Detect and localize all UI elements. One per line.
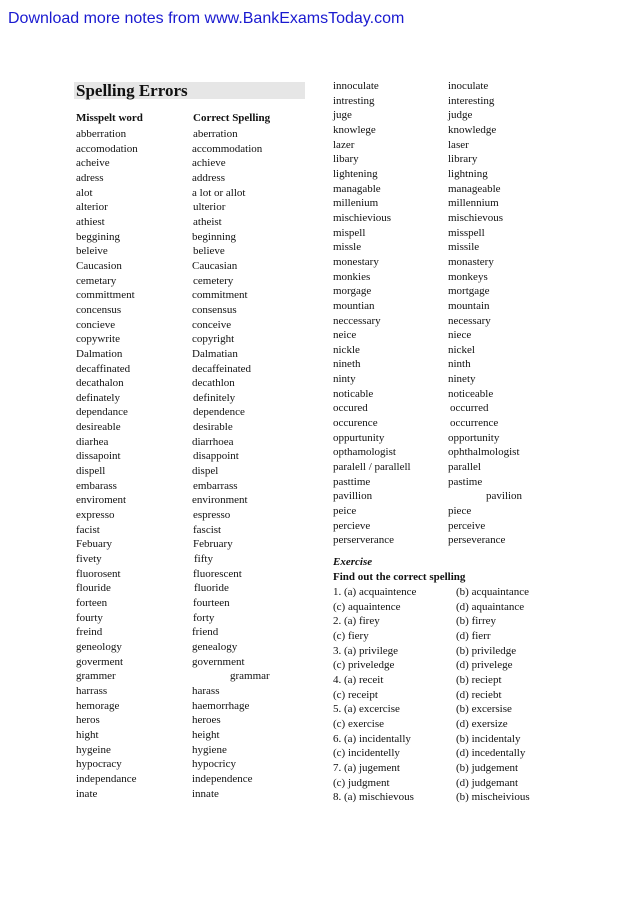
misspelt-word: diarhea	[76, 435, 109, 448]
misspelt-word: independance	[76, 772, 137, 785]
misspelt-word: embarass	[76, 479, 117, 492]
correct-spelling: atheist	[193, 215, 222, 228]
misspelt-word: concieve	[76, 318, 116, 331]
misspelt-word: innoculate	[333, 80, 379, 92]
misspelt-word: knowlege	[333, 123, 376, 136]
correct-spelling: aberration	[193, 128, 238, 140]
correct-spelling: believe	[193, 245, 225, 258]
misspelt-word: harrass	[76, 684, 108, 697]
correct-spelling: beginning	[192, 230, 236, 243]
misspelt-word: forteen	[76, 597, 108, 609]
misspelt-word: oppurtunity	[333, 431, 385, 444]
correct-spelling: dispel	[192, 465, 219, 478]
misspelt-word: intresting	[333, 94, 375, 107]
correct-spelling: missile	[448, 241, 480, 254]
misspelt-word: goverment	[76, 655, 124, 668]
exercise-option: 6. (a) incidentally	[333, 732, 411, 745]
misspelt-word: ninty	[333, 373, 356, 386]
correct-spelling: fascist	[193, 523, 222, 536]
misspelt-word: Febuary	[76, 538, 113, 551]
correct-spelling: decathlon	[192, 377, 235, 390]
correct-spelling: government	[192, 655, 245, 668]
correct-spelling: Caucasian	[192, 259, 238, 272]
correct-spelling: innate	[192, 787, 219, 800]
misspelt-word: decathalon	[76, 377, 124, 390]
exercise-option: (b) excersise	[456, 703, 512, 716]
misspelt-word: abberration	[76, 128, 127, 140]
correct-spelling: occurrence	[450, 417, 499, 430]
correct-spelling: decaffeinated	[192, 362, 252, 375]
misspelt-word: definately	[76, 391, 120, 404]
correct-spelling: ulterior	[193, 201, 226, 214]
exercise-option: 2. (a) firey	[333, 615, 380, 628]
misspelt-word: cemetary	[76, 274, 117, 287]
exercise-option: 4. (a) receit	[333, 673, 384, 686]
misspelt-word: Dalmation	[76, 347, 123, 360]
correct-spelling: embarrass	[193, 479, 238, 492]
exercise-option: (b) acquaintance	[456, 586, 529, 598]
correct-spelling: lightning	[448, 167, 488, 180]
correct-spelling: height	[192, 728, 220, 741]
correct-spelling: ninety	[448, 373, 476, 386]
correct-spelling: hygiene	[192, 743, 227, 756]
misspelt-word: freind	[76, 626, 103, 639]
correct-spelling: environment	[192, 494, 248, 507]
misspelt-word: fluorosent	[76, 567, 121, 580]
correct-spelling: mischievous	[448, 211, 503, 224]
misspelt-word: opthamologist	[333, 446, 396, 459]
misspelt-word: managable	[333, 182, 381, 195]
correct-spelling: monkeys	[448, 270, 488, 283]
correct-spelling: cemetery	[193, 274, 234, 287]
misspelt-word: fourty	[76, 611, 103, 624]
misspelt-word: lazer	[333, 138, 355, 151]
correct-spelling: desirable	[193, 421, 233, 434]
misspelt-word: geneology	[76, 640, 122, 653]
misspelt-word: mischievious	[333, 211, 392, 224]
misspelt-word: juge	[333, 109, 352, 122]
exercise-option: (c) receipt	[333, 688, 378, 701]
exercise-option: (b) mischeivious	[456, 791, 530, 804]
misspelt-word: athiest	[76, 215, 105, 228]
correct-spelling: address	[192, 171, 225, 184]
misspelt-word: dispell	[76, 465, 106, 478]
misspelt-word: libary	[333, 153, 359, 166]
misspelt-word: beleive	[76, 245, 108, 258]
exercise-option: (d) fierr	[456, 629, 491, 642]
misspelt-word: enviroment	[76, 494, 127, 507]
exercise-option: (b) priviledge	[456, 644, 517, 657]
correct-spelling: ophthalmologist	[448, 446, 520, 459]
misspelt-word: nineth	[333, 358, 361, 371]
exercise-option: (c) exercise	[333, 717, 384, 730]
exercise-title: Exercise	[333, 556, 373, 568]
misspelt-word: lightening	[333, 167, 378, 180]
correct-spelling: heroes	[192, 714, 221, 727]
misspelt-word: paralell / parallell	[333, 461, 411, 474]
correct-spelling: genealogy	[192, 640, 238, 653]
misspelt-word: copywrite	[76, 333, 120, 346]
correct-spelling: pavilion	[486, 490, 523, 503]
correct-spelling: library	[448, 153, 478, 166]
correct-spelling: haemorrhage	[192, 699, 250, 712]
misspelt-word: perserverance	[333, 534, 395, 547]
correct-spelling: consensus	[192, 303, 237, 316]
right-misspelt-list	[333, 79, 411, 548]
exercise-option: (d) exersize	[456, 717, 508, 730]
correct-spelling: piece	[448, 505, 472, 518]
misspelt-word: monkies	[333, 270, 371, 283]
misspelt-word: Caucasion	[76, 259, 122, 272]
exercise-option: (c) priveledge	[333, 659, 395, 672]
correct-spelling: mortgage	[448, 285, 490, 298]
exercise-option: (b) reciept	[456, 673, 502, 686]
page-title: Spelling Errors	[76, 81, 188, 100]
misspelt-word: missle	[333, 241, 362, 254]
correct-spelling: niece	[448, 329, 472, 342]
exercise-option: (d) aquaintance	[456, 600, 525, 613]
correct-spelling: conceive	[192, 318, 232, 331]
exercise-option: (d) judgemant	[456, 776, 519, 789]
exercise-options-left	[333, 585, 416, 805]
correct-spelling: definitely	[193, 391, 236, 404]
correct-spelling: hypocricy	[192, 758, 236, 771]
misspelt-word: hight	[76, 728, 99, 741]
misspelt-word: acheive	[76, 157, 110, 170]
misspelt-word: hygeine	[76, 743, 111, 756]
correct-spelling: copyright	[192, 333, 235, 346]
misspelt-word: concensus	[76, 303, 122, 316]
exercise-option: (c) aquaintence	[333, 600, 401, 613]
misspelt-word: accomodation	[76, 142, 138, 155]
misspelt-word: alterior	[76, 201, 108, 214]
misspelt-header: Misspelt word	[76, 112, 143, 124]
misspelt-word: grammer	[76, 670, 116, 683]
misspelt-word: occured	[333, 402, 368, 415]
correct-spelling: fifty	[194, 553, 213, 566]
misspelt-word: dissapoint	[76, 450, 121, 463]
misspelt-word: neice	[333, 329, 357, 342]
misspelt-word: fivety	[76, 553, 102, 566]
correct-spelling: a lot or allot	[192, 186, 246, 199]
correct-spelling: judge	[448, 109, 473, 122]
misspelt-word: monestary	[333, 255, 379, 268]
misspelt-word: beggining	[76, 230, 120, 243]
correct-spelling: February	[193, 538, 233, 551]
misspelt-word: inate	[76, 787, 98, 800]
exercise-options-right	[456, 585, 530, 805]
misspelt-word: hemorage	[76, 699, 120, 712]
misspelt-word: peice	[333, 505, 357, 518]
exercise-option: (c) fiery	[333, 629, 369, 642]
misspelt-word: hypocracy	[76, 758, 122, 771]
misspelt-word: millenium	[333, 197, 379, 210]
correct-spelling: accommodation	[192, 142, 263, 155]
exercise-option: 8. (a) mischievous	[333, 791, 414, 804]
correct-spelling: disappoint	[193, 450, 239, 463]
correct-spelling: harass	[192, 684, 220, 697]
misspelt-word: alot	[76, 186, 93, 199]
misspelt-word: expresso	[76, 509, 115, 522]
correct-spelling: grammar	[230, 670, 270, 683]
misspelt-word: adress	[76, 171, 104, 184]
correct-spelling: perceive	[448, 519, 486, 532]
correct-spelling: necessary	[448, 314, 491, 327]
misspelt-word: heros	[76, 714, 100, 727]
correct-spelling: parallel	[448, 461, 481, 474]
misspelt-word: mountian	[333, 299, 375, 312]
exercise-option: (d) incedentally	[456, 747, 526, 760]
exercise-option: (c) incidentelly	[333, 747, 400, 760]
misspelt-word: desireable	[76, 421, 121, 434]
left-misspelt-list	[76, 127, 138, 801]
correct-spelling: noticeable	[448, 387, 494, 400]
exercise-option: (b) judgement	[456, 761, 519, 774]
misspelt-word: pavillion	[333, 490, 373, 503]
correct-spelling: dependence	[193, 406, 245, 419]
misspelt-word: committment	[76, 289, 135, 302]
exercise-option: (c) judgment	[333, 776, 390, 789]
correct-spelling: ninth	[448, 358, 471, 371]
correct-spelling: monastery	[448, 255, 494, 268]
correct-spelling: interesting	[448, 94, 495, 107]
correct-spelling: pastime	[448, 475, 483, 488]
exercise-subtitle: Find out the correct spelling	[333, 571, 466, 583]
exercise-option: 7. (a) jugement	[333, 761, 400, 774]
correct-spelling: perseverance	[448, 534, 506, 547]
correct-spelling: millennium	[448, 197, 499, 210]
misspelt-word: mispell	[333, 226, 366, 239]
correct-header: Correct Spelling	[193, 112, 271, 124]
correct-spelling: laser	[448, 138, 469, 151]
correct-spelling: opportunity	[448, 431, 500, 444]
correct-spelling: misspell	[448, 226, 485, 239]
misspelt-word: morgage	[333, 285, 372, 298]
exercise-option: (d) reciebt	[456, 688, 502, 701]
exercise-option: 5. (a) excercise	[333, 703, 400, 716]
correct-spelling: mountain	[448, 299, 490, 312]
exercise-option: (b) incidentaly	[456, 732, 521, 745]
correct-spelling: diarrhoea	[192, 435, 234, 448]
correct-spelling: espresso	[193, 509, 231, 522]
correct-spelling: fourteen	[193, 597, 230, 609]
correct-spelling: friend	[192, 626, 219, 639]
correct-spelling: fluorescent	[193, 567, 242, 580]
correct-spelling: nickel	[448, 343, 475, 356]
misspelt-word: flouride	[76, 582, 111, 595]
misspelt-word: neccessary	[333, 314, 381, 327]
left-correct-list	[192, 127, 270, 801]
exercise-option: 3. (a) privilege	[333, 644, 399, 657]
exercise-option: 1. (a) acquaintence	[333, 586, 417, 598]
correct-spelling: commitment	[192, 289, 248, 302]
correct-spelling: forty	[193, 611, 215, 624]
misspelt-word: nickle	[333, 343, 360, 356]
correct-spelling: manageable	[448, 182, 501, 195]
exercise-option: (b) firrey	[456, 615, 497, 628]
misspelt-word: dependance	[76, 406, 128, 419]
misspelt-word: noticable	[333, 387, 374, 400]
misspelt-word: occurence	[333, 417, 378, 430]
exercise-option: (d) privelege	[456, 659, 513, 672]
correct-spelling: fluoride	[194, 582, 229, 595]
download-banner[interactable]: Download more notes from www.BankExamsToday.com	[8, 10, 405, 27]
right-correct-list	[448, 79, 522, 548]
correct-spelling: inoculate	[448, 80, 489, 92]
correct-spelling: Dalmatian	[192, 347, 238, 360]
misspelt-word: pasttime	[333, 475, 371, 488]
correct-spelling: independence	[192, 772, 253, 785]
correct-spelling: knowledge	[448, 123, 497, 136]
correct-spelling: occurred	[450, 402, 489, 415]
misspelt-word: facist	[76, 523, 100, 536]
misspelt-word: percieve	[333, 519, 371, 532]
correct-spelling: achieve	[192, 157, 226, 170]
misspelt-word: decaffinated	[76, 362, 131, 375]
